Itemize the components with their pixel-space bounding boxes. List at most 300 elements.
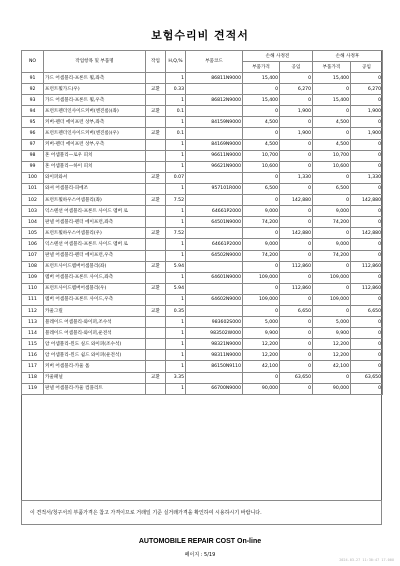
cell-code: 84159N9000 — [186, 117, 243, 128]
cell-before-parts: 109,000 — [243, 272, 280, 283]
cell-after-labor: 142,880 — [351, 195, 383, 206]
cell-before-labor: 142,880 — [280, 195, 313, 206]
cell-after-parts: 0 — [313, 172, 351, 183]
cell-hq: 7.52 — [166, 195, 186, 206]
cell-before-parts: 15,400 — [243, 73, 280, 84]
cell-before-labor: 0 — [280, 95, 313, 106]
cell-before-parts: 0 — [243, 228, 280, 239]
cell-work — [146, 73, 166, 84]
cell-item: 프런트휠하우스어셈블리(좌) — [44, 195, 146, 206]
cell-before-parts: 4,500 — [243, 139, 280, 150]
cell-hq: 7.52 — [166, 228, 186, 239]
cell-item: 암 어셈블리-윈드 쉴드 와이퍼(운전석) — [44, 350, 146, 361]
header-after-parts: 부품가격 — [313, 62, 351, 73]
cell-after-labor: 6,650 — [351, 305, 383, 316]
table-row — [22, 350, 383, 361]
table-row — [22, 106, 383, 117]
table-row — [22, 228, 383, 239]
print-stamp: 2024-03-27 11:30:47 17-00U — [339, 558, 394, 562]
cell-work — [146, 239, 166, 250]
cell-no: 118 — [22, 372, 44, 383]
header-before-parts: 부품가격 — [243, 62, 280, 73]
cell-work — [146, 117, 166, 128]
cell-hq: 1 — [166, 183, 186, 194]
cell-item: 블레이드 어셈블리-와이퍼,운전석 — [44, 328, 146, 339]
cell-before-labor: 0 — [280, 73, 313, 84]
cell-code: 64602N9000 — [186, 294, 243, 305]
cell-hq: 1 — [166, 361, 186, 372]
cell-hq: 5.94 — [166, 261, 186, 272]
cell-work: 교환 — [146, 195, 166, 206]
cell-hq: 0.35 — [166, 305, 186, 316]
cell-work: 교환 — [146, 128, 166, 139]
cell-before-labor: 0 — [280, 350, 313, 361]
cell-after-parts: 6,500 — [313, 183, 351, 194]
cell-after-parts: 0 — [313, 106, 351, 117]
cell-code — [186, 128, 243, 139]
cell-no: 103 — [22, 206, 44, 217]
cell-before-parts: 9,000 — [243, 206, 280, 217]
cell-no: 107 — [22, 250, 44, 261]
cell-before-parts: 9,000 — [243, 239, 280, 250]
table-row — [22, 328, 383, 339]
cell-after-labor: 0 — [351, 217, 383, 228]
cell-after-parts: 109,000 — [313, 294, 351, 305]
cell-work — [146, 294, 166, 305]
cell-before-parts: 42,100 — [243, 361, 280, 372]
table-row — [22, 95, 383, 106]
cell-work — [146, 383, 166, 394]
cell-no: 116 — [22, 350, 44, 361]
cell-code — [186, 195, 243, 206]
cell-before-parts: 12,200 — [243, 339, 280, 350]
cell-after-labor: 0 — [351, 294, 383, 305]
table-row — [22, 150, 383, 161]
cell-work — [146, 339, 166, 350]
cell-after-parts: 9,000 — [313, 239, 351, 250]
cell-code — [186, 228, 243, 239]
cell-work: 교환 — [146, 172, 166, 183]
cell-no: 106 — [22, 239, 44, 250]
cell-work: 교환 — [146, 261, 166, 272]
cell-hq: 1 — [166, 339, 186, 350]
header-item: 작업항목 및 부품명 — [44, 51, 146, 73]
cell-before-parts: 6,500 — [243, 183, 280, 194]
cell-after-parts: 42,100 — [313, 361, 351, 372]
cell-item: 프런트사이드멤버어셈블리(우) — [44, 283, 146, 294]
cell-no: 111 — [22, 294, 44, 305]
cell-before-parts: 74,200 — [243, 250, 280, 261]
cell-code: 84169N9000 — [186, 139, 243, 150]
cell-after-parts: 74,200 — [313, 217, 351, 228]
cell-after-parts: 74,200 — [313, 250, 351, 261]
table-row — [22, 317, 383, 328]
table-row — [22, 161, 383, 172]
cell-code: 66700N9000 — [186, 383, 243, 394]
cell-before-labor: 0 — [280, 206, 313, 217]
cell-item: 프런트사이드멤버어셈블리(좌) — [44, 261, 146, 272]
cell-code: 86150N9110 — [186, 361, 243, 372]
cell-before-parts: 0 — [243, 305, 280, 316]
table-row — [22, 305, 383, 316]
cell-before-labor: 112,860 — [280, 283, 313, 294]
cell-before-labor: 112,860 — [280, 261, 313, 272]
cell-before-parts: 10,600 — [243, 161, 280, 172]
table-row — [22, 172, 383, 183]
cell-before-labor: 6,650 — [280, 305, 313, 316]
cell-no: 102 — [22, 195, 44, 206]
cell-code: 98311N9000 — [186, 350, 243, 361]
table-row — [22, 339, 383, 350]
cell-work — [146, 361, 166, 372]
cell-before-labor: 1,330 — [280, 172, 313, 183]
cell-work — [146, 217, 166, 228]
header-before-labor: 공임 — [280, 62, 313, 73]
table-row — [22, 183, 383, 194]
cell-before-parts: 15,400 — [243, 95, 280, 106]
cell-no: 98 — [22, 150, 44, 161]
cell-hq: 1 — [166, 161, 186, 172]
cell-after-labor: 0 — [351, 117, 383, 128]
cell-before-labor: 0 — [280, 150, 313, 161]
cell-after-parts: 9,900 — [313, 328, 351, 339]
cell-item: 카울그릴 — [44, 305, 146, 316]
table-row — [22, 372, 383, 383]
cell-hq: 1 — [166, 217, 186, 228]
cell-code — [186, 84, 243, 95]
cell-item: 와이퍼와셔 — [44, 172, 146, 183]
cell-item: 가드 어셈블리-프론트 휠,좌측 — [44, 73, 146, 84]
cell-hq: 1 — [166, 206, 186, 217]
cell-after-labor: 0 — [351, 339, 383, 350]
header-after-group: 손해 사정후 — [313, 51, 383, 62]
price-notice: 이 견적서/청구서의 부품가격은 참고 가격이므로 거래일 기준 실거래가격을 확인하여 시용하시기 바랍니다. — [21, 500, 382, 525]
cell-after-parts: 0 — [313, 372, 351, 383]
cell-no: 109 — [22, 272, 44, 283]
cell-work: 교환 — [146, 305, 166, 316]
cell-before-labor: 0 — [280, 294, 313, 305]
cell-code — [186, 106, 243, 117]
cell-before-parts: 0 — [243, 261, 280, 272]
cell-after-parts: 4,500 — [313, 139, 351, 150]
cell-after-labor: 0 — [351, 239, 383, 250]
cell-item: 멤버 어셈블리-프론트 사이드,좌측 — [44, 272, 146, 283]
cell-no: 110 — [22, 283, 44, 294]
cell-before-labor: 0 — [280, 339, 313, 350]
cell-item: 혼 어셈블리—하이 피치 — [44, 161, 146, 172]
cell-before-parts: 0 — [243, 283, 280, 294]
table-row — [22, 283, 383, 294]
cell-work — [146, 183, 166, 194]
cell-after-parts: 0 — [313, 261, 351, 272]
cell-work: 교환 — [146, 372, 166, 383]
table-row — [22, 361, 383, 372]
cell-before-labor: 6,270 — [280, 84, 313, 95]
cell-before-labor: 0 — [280, 217, 313, 228]
cell-before-labor: 0 — [280, 383, 313, 394]
cell-code: 64601N9000 — [186, 272, 243, 283]
header-no: NO — [22, 51, 44, 73]
cell-no: 97 — [22, 139, 44, 150]
cell-hq: 1 — [166, 250, 186, 261]
cell-no: 108 — [22, 261, 44, 272]
cell-no: 92 — [22, 84, 44, 95]
cell-before-labor: 0 — [280, 139, 313, 150]
cell-work: 교환 — [146, 84, 166, 95]
cell-after-labor: 0 — [351, 95, 383, 106]
cell-hq: 1 — [166, 294, 186, 305]
cell-work — [146, 250, 166, 261]
cell-before-parts: 74,200 — [243, 217, 280, 228]
cell-no: 91 — [22, 73, 44, 84]
table-row — [22, 195, 383, 206]
cell-after-labor: 6,270 — [351, 84, 383, 95]
cell-item: 커버 어셈블리-카울 톱 — [44, 361, 146, 372]
cell-item: 프런트휠하우스어셈블리(우) — [44, 228, 146, 239]
cell-work: 교환 — [146, 228, 166, 239]
cell-after-labor: 0 — [351, 183, 383, 194]
cell-hq: 3.35 — [166, 372, 186, 383]
cell-before-labor: 0 — [280, 161, 313, 172]
cell-item: 가드 어셈블리-프론트 휠,우측 — [44, 95, 146, 106]
table-row — [22, 206, 383, 217]
cell-before-labor: 0 — [280, 272, 313, 283]
cell-code: 983602S000 — [186, 317, 243, 328]
cell-after-parts: 4,500 — [313, 117, 351, 128]
cell-after-labor: 0 — [351, 250, 383, 261]
cell-after-parts: 15,400 — [313, 73, 351, 84]
cell-item: 프런트휠가드(우) — [44, 84, 146, 95]
cell-hq: 0.33 — [166, 84, 186, 95]
cell-code: 64502N9000 — [186, 250, 243, 261]
cell-before-labor: 0 — [280, 361, 313, 372]
cell-after-labor: 63,650 — [351, 372, 383, 383]
cell-work — [146, 272, 166, 283]
cell-code: 98321N9000 — [186, 339, 243, 350]
cell-hq: 1 — [166, 317, 186, 328]
cell-no: 94 — [22, 106, 44, 117]
cell-item: 커버-펜더 에이프런 상부,좌측 — [44, 117, 146, 128]
cell-no: 95 — [22, 117, 44, 128]
header-work: 작업 — [146, 51, 166, 73]
cell-no: 100 — [22, 172, 44, 183]
page-number: 페이지 : 5/19 — [184, 552, 216, 558]
cell-after-parts: 0 — [313, 228, 351, 239]
cell-code — [186, 172, 243, 183]
cell-after-parts: 5,000 — [313, 317, 351, 328]
cell-code: 64501N9000 — [186, 217, 243, 228]
cell-item: 암 어셈블리-윈도 실드 와이퍼(조수석) — [44, 339, 146, 350]
cell-work — [146, 328, 166, 339]
cell-work — [146, 95, 166, 106]
cell-code: 86812N9000 — [186, 95, 243, 106]
cell-after-labor: 1,330 — [351, 172, 383, 183]
cell-hq: 1 — [166, 383, 186, 394]
cell-before-labor: 0 — [280, 317, 313, 328]
cell-code: 64661P2000 — [186, 206, 243, 217]
cell-after-labor: 0 — [351, 206, 383, 217]
cell-after-labor: 0 — [351, 383, 383, 394]
cell-before-parts: 12,200 — [243, 350, 280, 361]
cell-after-labor: 0 — [351, 361, 383, 372]
cell-before-parts: 0 — [243, 84, 280, 95]
cell-before-labor: 0 — [280, 328, 313, 339]
cell-no: 114 — [22, 328, 44, 339]
cell-no: 104 — [22, 217, 44, 228]
cell-after-labor: 1,900 — [351, 106, 383, 117]
cell-before-parts: 4,500 — [243, 117, 280, 128]
cell-no: 112 — [22, 305, 44, 316]
cell-code: 957101R000 — [186, 183, 243, 194]
table-row — [22, 272, 383, 283]
cell-hq: 1 — [166, 272, 186, 283]
cell-before-parts: 0 — [243, 372, 280, 383]
cell-after-labor: 0 — [351, 350, 383, 361]
table-row — [22, 139, 383, 150]
cell-before-labor: 142,880 — [280, 228, 313, 239]
cell-item: 프런트펜더인사이드커버(엔진룸)(우) — [44, 128, 146, 139]
table-row — [22, 239, 383, 250]
cell-no: 119 — [22, 383, 44, 394]
cell-after-parts: 10,700 — [313, 150, 351, 161]
cell-item: 멤버 어셈블리-프론트 사이드,우측 — [44, 294, 146, 305]
cell-hq: 5.94 — [166, 283, 186, 294]
cell-before-parts: 0 — [243, 172, 280, 183]
cell-after-labor: 0 — [351, 328, 383, 339]
document-title: 보험수리비 견적서 — [151, 29, 249, 42]
cell-item: 판넬 어셈블리-펜더 에이프런,좌측 — [44, 217, 146, 228]
header-hq: H,Q,% — [166, 51, 186, 73]
cell-no: 96 — [22, 128, 44, 139]
cell-item: 판넬 어셈블리-펜더 에이프런,우측 — [44, 250, 146, 261]
table-row — [22, 261, 383, 272]
cell-work — [146, 150, 166, 161]
estimate-table — [21, 50, 383, 395]
cell-after-labor: 142,880 — [351, 228, 383, 239]
cell-before-parts: 0 — [243, 195, 280, 206]
cell-after-parts: 15,400 — [313, 95, 351, 106]
cell-before-parts: 0 — [243, 106, 280, 117]
header-code: 부품코드 — [186, 51, 243, 73]
cell-after-parts: 0 — [313, 128, 351, 139]
cell-before-labor: 0 — [280, 117, 313, 128]
cell-no: 105 — [22, 228, 44, 239]
cell-after-parts: 12,200 — [313, 350, 351, 361]
cell-hq: 1 — [166, 73, 186, 84]
cell-hq: 1 — [166, 150, 186, 161]
footer-brand: AUTOMOBILE REPAIR COST On-line — [138, 538, 262, 545]
cell-no: 115 — [22, 339, 44, 350]
cell-item: 프런트펜더인사이드커버(엔진룸)(좌) — [44, 106, 146, 117]
cell-before-labor: 1,900 — [280, 128, 313, 139]
cell-after-labor: 0 — [351, 139, 383, 150]
cell-after-parts: 9,000 — [313, 206, 351, 217]
cell-code: 86811N9000 — [186, 73, 243, 84]
cell-after-parts: 0 — [313, 283, 351, 294]
cell-after-labor: 112,860 — [351, 283, 383, 294]
cell-before-parts: 5,000 — [243, 317, 280, 328]
table-row — [22, 73, 383, 84]
cell-before-parts: 90,000 — [243, 383, 280, 394]
table-row — [22, 250, 383, 261]
cell-work — [146, 206, 166, 217]
cell-hq: 1 — [166, 117, 186, 128]
table-header — [22, 51, 383, 73]
cell-before-labor: 63,650 — [280, 372, 313, 383]
cell-hq: 1 — [166, 139, 186, 150]
cell-item: 혼 어셈블리—로우 피치 — [44, 150, 146, 161]
cell-work — [146, 350, 166, 361]
cell-before-labor: 0 — [280, 250, 313, 261]
cell-hq: 1 — [166, 328, 186, 339]
cell-hq: 1 — [166, 239, 186, 250]
cell-work — [146, 317, 166, 328]
cell-before-parts: 0 — [243, 128, 280, 139]
cell-work — [146, 161, 166, 172]
cell-after-labor: 112,860 — [351, 261, 383, 272]
table-row — [22, 217, 383, 228]
cell-after-labor: 0 — [351, 150, 383, 161]
cell-hq: 1 — [166, 95, 186, 106]
cell-no: 101 — [22, 183, 44, 194]
table-row — [22, 383, 383, 394]
header-after-labor: 공임 — [351, 62, 383, 73]
cell-item: 블레이드 어셈블리-와이퍼,조수석 — [44, 317, 146, 328]
cell-item: 카울패널 — [44, 372, 146, 383]
cell-code — [186, 305, 243, 316]
cell-after-parts: 10,600 — [313, 161, 351, 172]
cell-code: 64661P2000 — [186, 239, 243, 250]
cell-before-parts: 109,000 — [243, 294, 280, 305]
cell-hq: 0.07 — [166, 172, 186, 183]
cell-code: 96611N9000 — [186, 150, 243, 161]
cell-hq: 1 — [166, 350, 186, 361]
cell-code: 983502W000 — [186, 328, 243, 339]
cell-after-labor: 0 — [351, 317, 383, 328]
cell-after-parts: 109,000 — [313, 272, 351, 283]
cell-no: 93 — [22, 95, 44, 106]
table-body — [22, 73, 383, 395]
header-before-group: 손해 사정전 — [243, 51, 313, 62]
cell-after-labor: 0 — [351, 73, 383, 84]
cell-item: 익스텐션 어셈블리-프론트 사이드 멤버 로 — [44, 239, 146, 250]
cell-item: 커버-펜더 에이프런 상부,우측 — [44, 139, 146, 150]
cell-no: 113 — [22, 317, 44, 328]
cell-after-labor: 0 — [351, 272, 383, 283]
cell-work: 교환 — [146, 283, 166, 294]
cell-hq: 0.1 — [166, 106, 186, 117]
cell-hq: 0.1 — [166, 128, 186, 139]
cell-before-labor: 0 — [280, 239, 313, 250]
cell-after-labor: 1,900 — [351, 128, 383, 139]
cell-before-parts: 10,700 — [243, 150, 280, 161]
cell-item: 와셔 어셈블리-피에조 — [44, 183, 146, 194]
cell-before-parts: 9,900 — [243, 328, 280, 339]
table-row — [22, 84, 383, 95]
cell-after-labor: 0 — [351, 161, 383, 172]
cell-work: 교환 — [146, 106, 166, 117]
cell-item: 익스텐션 어셈블리-프론트 사이드 멤버 로 — [44, 206, 146, 217]
table-row — [22, 294, 383, 305]
cell-after-parts: 0 — [313, 305, 351, 316]
cell-code — [186, 261, 243, 272]
cell-after-parts: 90,000 — [313, 383, 351, 394]
table-row — [22, 128, 383, 139]
cell-no: 117 — [22, 361, 44, 372]
cell-code: 96621N9000 — [186, 161, 243, 172]
cell-code — [186, 283, 243, 294]
cell-item: 판넬 어셈블리-카울 컴플리트 — [44, 383, 146, 394]
